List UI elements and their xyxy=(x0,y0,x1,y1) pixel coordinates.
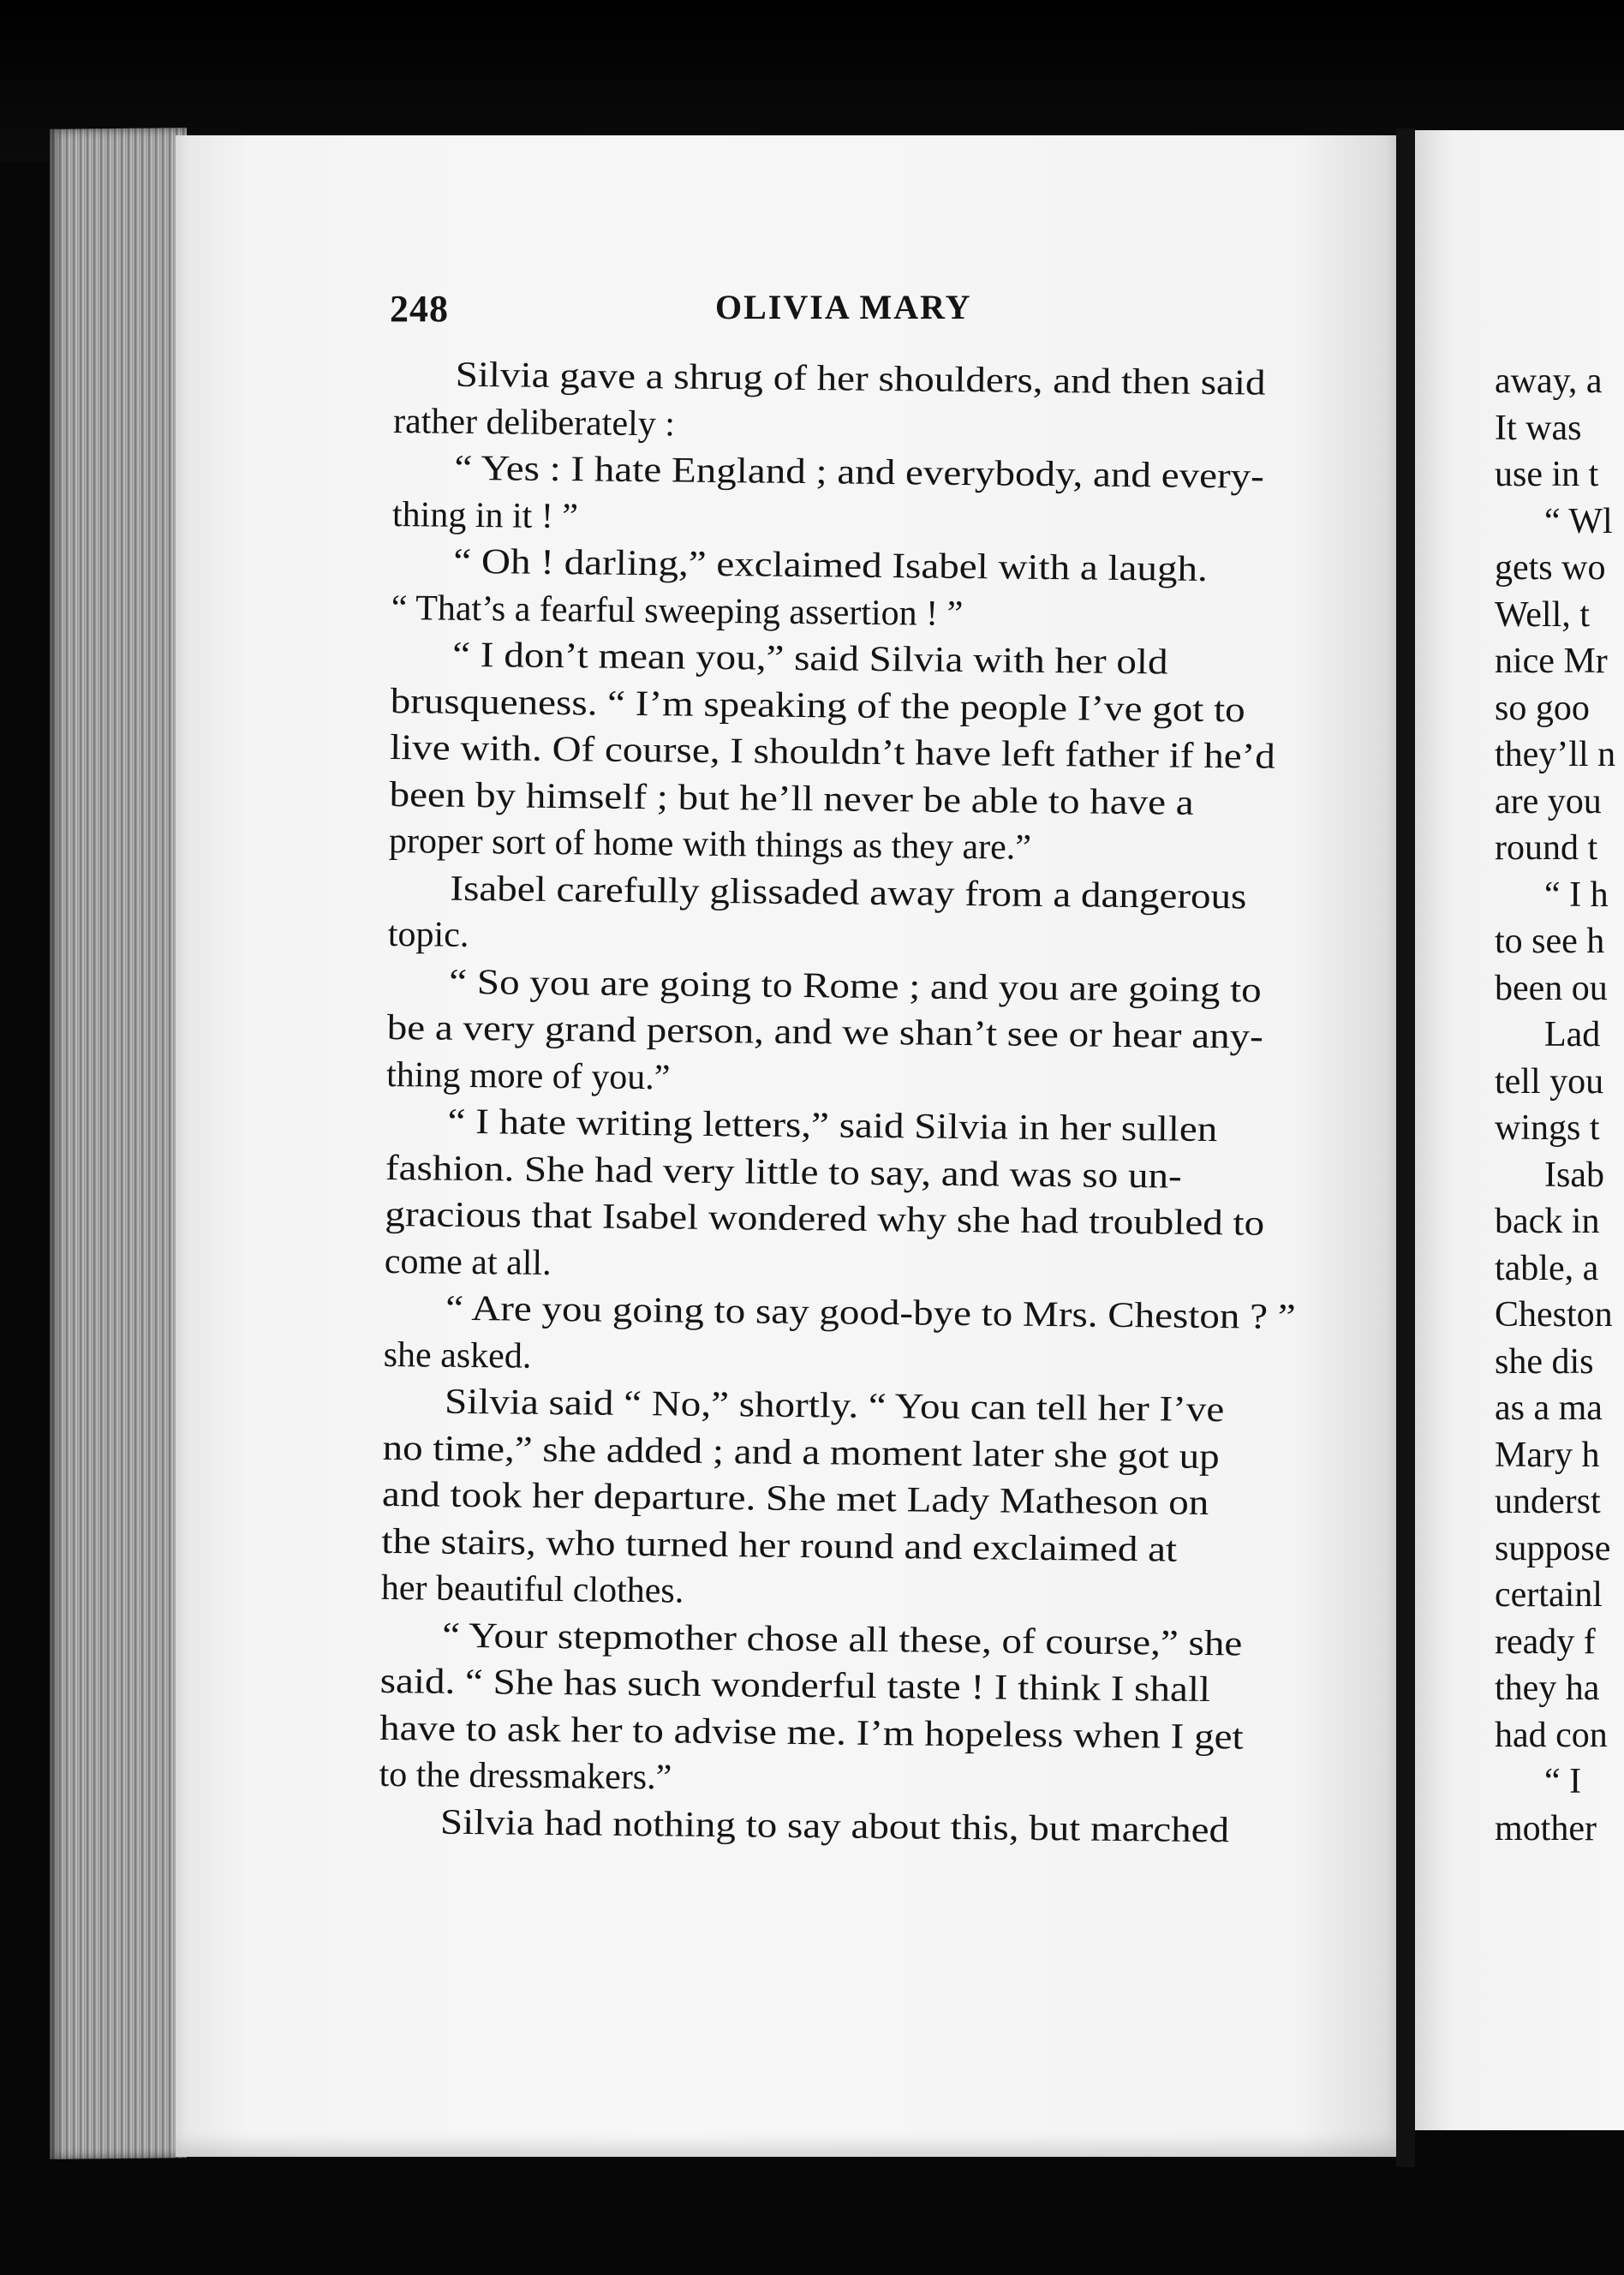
text-line xyxy=(1495,779,1624,826)
text-line xyxy=(1495,1526,1624,1573)
text-line-content: thing in it ! ” xyxy=(391,494,579,536)
text-line xyxy=(1495,1385,1624,1432)
text-line-content: and took her departure. She met Lady Matheson on xyxy=(381,1474,1209,1524)
text-line-content: proper sort of home with things as they are.” xyxy=(388,821,1032,868)
text-line-content: It was xyxy=(1495,408,1582,448)
text-line xyxy=(1495,731,1624,779)
text-line-content: her beautiful clothes. xyxy=(380,1567,684,1611)
text-line-content: “ I hate writing letters,” said Silvia in her sullen xyxy=(447,1102,1218,1150)
text-line-content: come at all. xyxy=(384,1241,552,1283)
text-line-content: had con xyxy=(1495,1715,1608,1755)
text-line-content: certainl xyxy=(1495,1575,1603,1615)
text-line-content: Mary h xyxy=(1495,1435,1600,1475)
text-line xyxy=(1495,1572,1624,1619)
text-line-content: be a very grand person, and we shan’t see or hear any- xyxy=(386,1007,1264,1057)
text-line xyxy=(386,1005,1299,1061)
text-line xyxy=(1495,1712,1624,1759)
text-line-content: “ Your stepmother chose all these, of course,” she xyxy=(442,1615,1243,1663)
text-line xyxy=(1495,918,1624,965)
text-line-content: rather deliberately : xyxy=(392,401,676,444)
text-line-content: underst xyxy=(1495,1482,1601,1521)
text-line xyxy=(391,538,1305,594)
text-line-content: “ That’s a fearful sweeping assertion ! ” xyxy=(391,588,964,634)
text-line xyxy=(1495,825,1624,872)
text-line-content: nice Mr xyxy=(1495,642,1608,681)
text-line xyxy=(1495,1292,1624,1339)
text-line-content: “ I h xyxy=(1544,875,1609,915)
text-line xyxy=(379,1705,1293,1761)
text-line-content: “ Yes : I hate England ; and everybody, and every- xyxy=(454,448,1265,497)
text-line xyxy=(1495,1059,1624,1106)
text-line-content: Cheston xyxy=(1495,1295,1613,1335)
text-line xyxy=(381,1518,1294,1574)
text-line xyxy=(1495,1198,1624,1245)
text-line xyxy=(1495,1619,1624,1666)
text-line-content: so goo xyxy=(1495,688,1590,728)
text-line xyxy=(1495,1665,1624,1712)
text-line xyxy=(1495,1105,1624,1152)
text-line-content: Silvia had nothing to say about this, but marched xyxy=(439,1802,1230,1850)
text-line xyxy=(388,864,1301,921)
text-line xyxy=(1495,965,1624,1012)
text-line xyxy=(1495,638,1624,685)
text-line xyxy=(393,351,1306,408)
text-line xyxy=(1495,1806,1624,1853)
text-line-content: to the dressmakers.” xyxy=(379,1754,672,1798)
text-line-content: to see h xyxy=(1495,922,1605,961)
text-line-content: gets wo xyxy=(1495,548,1606,588)
running-head xyxy=(390,287,1315,338)
text-line-content: they’ll n xyxy=(1495,735,1616,774)
text-line xyxy=(1495,1432,1624,1479)
text-line-content: round t xyxy=(1495,828,1598,868)
text-line-content: she asked. xyxy=(383,1335,532,1376)
text-line xyxy=(379,1798,1292,1854)
text-line-content: are you xyxy=(1495,781,1602,821)
page-edges xyxy=(50,128,187,2159)
text-line-content: “ I don’t mean you,” said Silvia with her old xyxy=(452,635,1168,683)
text-line xyxy=(1495,451,1624,499)
text-line-content: brusqueness. “ I’m speaking of the people I’ve got to xyxy=(390,681,1245,730)
text-line-content: tell you xyxy=(1495,1061,1604,1102)
text-line xyxy=(1495,1245,1624,1293)
text-line xyxy=(1495,872,1624,919)
text-line-content: been by himself ; but he’ll never be able to have a xyxy=(389,774,1194,823)
text-line-content: as a ma xyxy=(1495,1388,1603,1428)
text-line-content: back in xyxy=(1495,1202,1600,1241)
text-line-content: she dis xyxy=(1495,1341,1594,1382)
text-line xyxy=(392,445,1305,501)
text-line xyxy=(384,1285,1297,1341)
text-line-content: away, a xyxy=(1495,361,1603,401)
page-number: 248 xyxy=(390,288,449,330)
text-line-content: topic. xyxy=(387,914,469,955)
text-line-content: fashion. She had very little to say, and was so un- xyxy=(385,1148,1182,1197)
text-line-content: Lad xyxy=(1544,1015,1601,1054)
text-line xyxy=(1495,358,1624,405)
text-line-content: Isabel carefully glissaded away from a dangerous xyxy=(450,869,1247,917)
text-line xyxy=(1495,545,1624,592)
text-line-content: “ Wl xyxy=(1544,501,1613,541)
text-line-content: no time,” she added ; and a moment later she got up xyxy=(382,1428,1220,1477)
text-line xyxy=(385,1191,1298,1248)
text-line-content: use in t xyxy=(1495,455,1599,494)
text-line-content: “ So you are going to Rome ; and you are going to xyxy=(449,962,1262,1011)
text-line-content: gracious that Isabel wondered why she had troubled to xyxy=(385,1194,1265,1244)
text-line-content: live with. Of course, I shouldn’t have left father if he’d xyxy=(389,727,1276,777)
text-line-content: Silvia said “ No,” shortly. “ You can tell her I’ve xyxy=(444,1382,1225,1430)
text-line-content: thing more of you.” xyxy=(385,1054,671,1097)
text-line-content: wings t xyxy=(1495,1108,1600,1148)
text-line-content: been ou xyxy=(1495,968,1608,1008)
text-line-content: “ Oh ! darling,” exclaimed Isabel with a laugh. xyxy=(453,541,1208,589)
text-line-content: “ I xyxy=(1544,1762,1582,1801)
text-line xyxy=(1495,405,1624,452)
text-line xyxy=(1495,685,1624,732)
text-line-content: said. “ She has such wonderful taste ! I think I shall xyxy=(379,1661,1211,1711)
text-line-content: Well, t xyxy=(1495,594,1590,635)
text-line-content: mother xyxy=(1495,1808,1597,1848)
text-line-content: the stairs, who turned her round and exclaimed at xyxy=(381,1521,1178,1570)
text-line-content: they ha xyxy=(1495,1669,1600,1708)
text-line-content: have to ask her to advise me. I’m hopeless when I get xyxy=(379,1708,1244,1757)
text-line xyxy=(389,771,1302,827)
text-line-content: table, a xyxy=(1495,1248,1599,1288)
book-gutter xyxy=(1396,128,1415,2167)
text-line xyxy=(1495,592,1624,639)
text-line-content: suppose xyxy=(1495,1528,1611,1568)
right-page-text xyxy=(1495,358,1624,1852)
left-page-text xyxy=(379,351,1306,1854)
text-line xyxy=(1495,499,1624,546)
text-line-content: Silvia gave a shrug of her shoulders, and then said xyxy=(455,355,1266,403)
text-line xyxy=(1495,1478,1624,1526)
text-line-content: Isab xyxy=(1544,1155,1604,1195)
text-line xyxy=(1495,1339,1624,1386)
running-title: OLIVIA MARY xyxy=(715,288,972,326)
text-line-content: ready f xyxy=(1495,1621,1596,1662)
text-line-content: “ Are you going to say good-bye to Mrs. Cheston ? ” xyxy=(445,1288,1296,1338)
text-line xyxy=(1495,1758,1624,1806)
text-line xyxy=(1495,1012,1624,1059)
text-line xyxy=(1495,1152,1624,1199)
